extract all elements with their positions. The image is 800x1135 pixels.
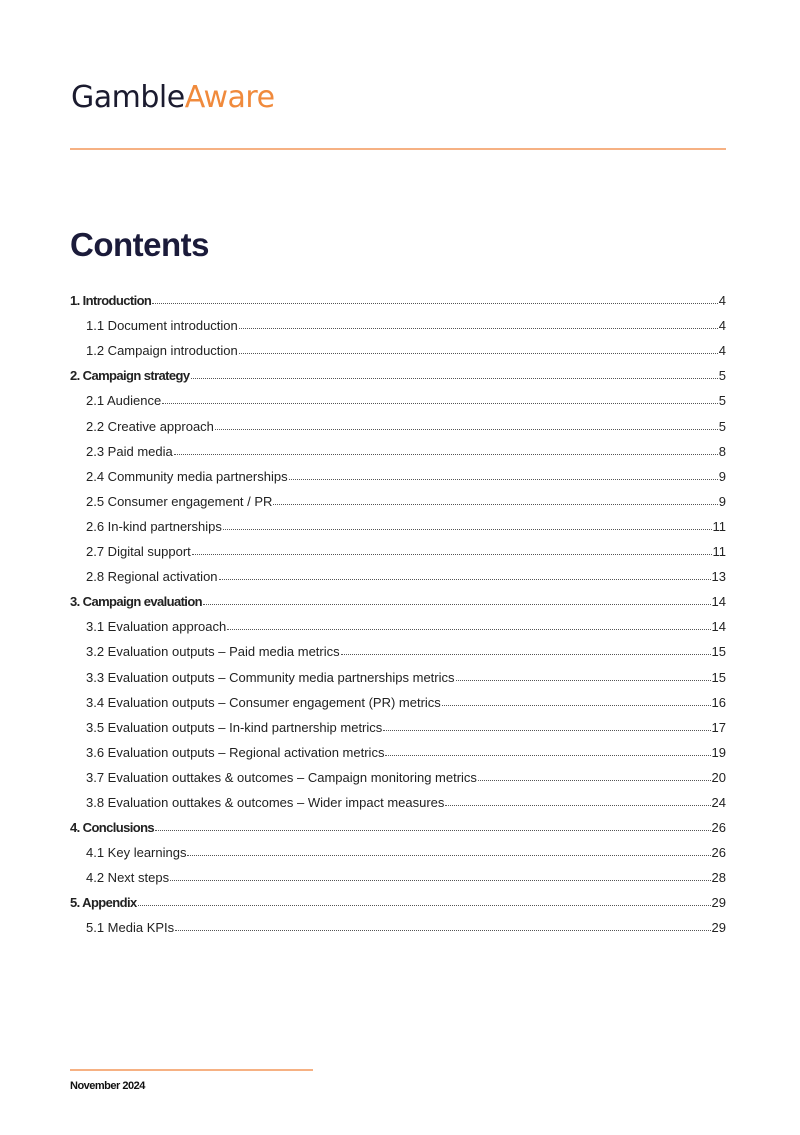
toc-entry-label: 5. Appendix bbox=[70, 895, 137, 911]
toc-page-number: 24 bbox=[711, 794, 726, 810]
toc-page-number: 11 bbox=[712, 544, 726, 560]
toc-dot-leader bbox=[170, 879, 710, 881]
toc-dot-leader bbox=[162, 402, 718, 404]
toc-entry-label: 2.8 Regional activation bbox=[86, 569, 218, 585]
toc-page-number: 26 bbox=[711, 820, 726, 836]
toc-dot-leader bbox=[239, 327, 718, 329]
toc-subsection-link[interactable] bbox=[70, 609, 726, 634]
toc-entry-label: 2. Campaign strategy bbox=[70, 368, 190, 384]
toc-dot-leader bbox=[456, 679, 711, 681]
header-divider bbox=[70, 148, 726, 150]
toc-page-number: 5 bbox=[718, 368, 726, 384]
gambleaware-logo bbox=[71, 80, 275, 115]
toc-entry-label: 3.5 Evaluation outputs – In-kind partnership metrics bbox=[86, 719, 383, 735]
toc-page-number: 9 bbox=[718, 493, 726, 509]
toc-dot-leader bbox=[215, 428, 718, 430]
toc-page-number: 8 bbox=[718, 443, 726, 459]
toc-subsection-link[interactable] bbox=[70, 383, 726, 408]
toc-entry-label: 3.4 Evaluation outputs – Consumer engagement (PR) metrics bbox=[86, 694, 441, 710]
toc-page-number: 29 bbox=[711, 920, 726, 936]
logo-text-gamble: Gamble bbox=[71, 80, 185, 115]
toc-section-link[interactable] bbox=[70, 810, 726, 835]
toc-dot-leader bbox=[223, 528, 712, 530]
toc-subsection-link[interactable] bbox=[70, 835, 726, 860]
toc-entry-label: 3. Campaign evaluation bbox=[70, 594, 203, 610]
table-of-contents bbox=[70, 283, 726, 935]
toc-page-number: 26 bbox=[711, 845, 726, 861]
toc-dot-leader bbox=[442, 704, 711, 706]
toc-page-number: 20 bbox=[711, 769, 726, 785]
toc-page-number: 4 bbox=[718, 318, 726, 334]
toc-page-number: 11 bbox=[712, 518, 726, 534]
toc-dot-leader bbox=[239, 352, 718, 354]
toc-entry-label: 4. Conclusions bbox=[70, 820, 155, 836]
toc-dot-leader bbox=[383, 729, 710, 731]
toc-dot-leader bbox=[174, 453, 718, 455]
page-title: Contents bbox=[70, 226, 209, 263]
toc-entry-label: 2.2 Creative approach bbox=[86, 418, 214, 434]
toc-page-number: 15 bbox=[711, 644, 726, 660]
toc-section-link[interactable] bbox=[70, 584, 726, 609]
toc-page-number: 19 bbox=[711, 744, 726, 760]
toc-dot-leader bbox=[192, 553, 712, 555]
toc-entry-label: 1.1 Document introduction bbox=[86, 318, 238, 334]
toc-dot-leader bbox=[219, 578, 711, 580]
toc-page-number: 13 bbox=[711, 569, 726, 585]
toc-subsection-link[interactable] bbox=[70, 434, 726, 459]
toc-dot-leader bbox=[289, 478, 718, 480]
toc-dot-leader bbox=[273, 503, 717, 505]
toc-page-number: 16 bbox=[711, 694, 726, 710]
toc-entry-label: 2.6 In-kind partnerships bbox=[86, 518, 222, 534]
toc-entry-label: 3.8 Evaluation outtakes & outcomes – Wider impact measures bbox=[86, 794, 445, 810]
toc-entry-label: 3.7 Evaluation outtakes & outcomes – Campaign monitoring metrics bbox=[86, 769, 477, 785]
toc-page-number: 9 bbox=[718, 468, 726, 484]
toc-subsection-link[interactable] bbox=[70, 685, 726, 710]
toc-entry-label: 2.3 Paid media bbox=[86, 443, 173, 459]
toc-entry-label: 1. Introduction bbox=[70, 293, 152, 309]
toc-subsection-link[interactable] bbox=[70, 408, 726, 433]
toc-subsection-link[interactable] bbox=[70, 534, 726, 559]
toc-subsection-link[interactable] bbox=[70, 509, 726, 534]
toc-subsection-link[interactable] bbox=[70, 459, 726, 484]
toc-dot-leader bbox=[175, 929, 710, 931]
toc-page-number: 29 bbox=[711, 895, 726, 911]
toc-subsection-link[interactable] bbox=[70, 735, 726, 760]
toc-subsection-link[interactable] bbox=[70, 659, 726, 684]
logo-text-aware: Aware bbox=[184, 80, 275, 115]
toc-entry-label: 3.3 Evaluation outputs – Community media partnerships metrics bbox=[86, 669, 455, 685]
toc-dot-leader bbox=[155, 829, 710, 831]
toc-subsection-link[interactable] bbox=[70, 710, 726, 735]
toc-dot-leader bbox=[445, 804, 710, 806]
toc-page-number: 14 bbox=[711, 594, 726, 610]
toc-page-number: 4 bbox=[718, 343, 726, 359]
toc-dot-leader bbox=[191, 377, 718, 379]
toc-subsection-link[interactable] bbox=[70, 860, 726, 885]
toc-entry-label: 2.4 Community media partnerships bbox=[86, 468, 288, 484]
toc-page-number: 15 bbox=[711, 669, 726, 685]
toc-dot-leader bbox=[227, 628, 710, 630]
toc-page-number: 5 bbox=[718, 418, 726, 434]
toc-subsection-link[interactable] bbox=[70, 785, 726, 810]
toc-subsection-link[interactable] bbox=[70, 484, 726, 509]
toc-subsection-link[interactable] bbox=[70, 910, 726, 935]
toc-dot-leader bbox=[152, 302, 717, 304]
toc-subsection-link[interactable] bbox=[70, 333, 726, 358]
toc-subsection-link[interactable] bbox=[70, 760, 726, 785]
toc-entry-label: 4.2 Next steps bbox=[86, 870, 170, 886]
toc-page-number: 14 bbox=[711, 619, 726, 635]
toc-entry-label: 3.1 Evaluation approach bbox=[86, 619, 227, 635]
toc-dot-leader bbox=[203, 603, 711, 605]
toc-entry-label: 3.6 Evaluation outputs – Regional activation metrics bbox=[86, 744, 385, 760]
toc-entry-label: 1.2 Campaign introduction bbox=[86, 343, 238, 359]
toc-entry-label: 5.1 Media KPIs bbox=[86, 920, 175, 936]
toc-entry-label: 2.1 Audience bbox=[86, 393, 162, 409]
footer-divider bbox=[70, 1069, 313, 1071]
toc-section-link[interactable] bbox=[70, 358, 726, 383]
toc-subsection-link[interactable] bbox=[70, 559, 726, 584]
toc-page-number: 17 bbox=[711, 719, 726, 735]
toc-page-number: 28 bbox=[711, 870, 726, 886]
toc-dot-leader bbox=[385, 754, 710, 756]
toc-dot-leader bbox=[138, 904, 711, 906]
toc-page-number: 5 bbox=[718, 393, 726, 409]
toc-section-link[interactable] bbox=[70, 885, 726, 910]
toc-subsection-link[interactable] bbox=[70, 308, 726, 333]
toc-entry-label: 2.7 Digital support bbox=[86, 544, 191, 560]
toc-dot-leader bbox=[187, 854, 710, 856]
footer-date: November 2024 bbox=[70, 1080, 145, 1092]
toc-section-link[interactable] bbox=[70, 283, 726, 308]
toc-page-number: 4 bbox=[718, 293, 726, 309]
toc-entry-label: 4.1 Key learnings bbox=[86, 845, 187, 861]
toc-subsection-link[interactable] bbox=[70, 634, 726, 659]
toc-dot-leader bbox=[478, 779, 711, 781]
toc-entry-label: 2.5 Consumer engagement / PR bbox=[86, 493, 273, 509]
toc-dot-leader bbox=[341, 653, 711, 655]
toc-entry-label: 3.2 Evaluation outputs – Paid media metrics bbox=[86, 644, 340, 660]
